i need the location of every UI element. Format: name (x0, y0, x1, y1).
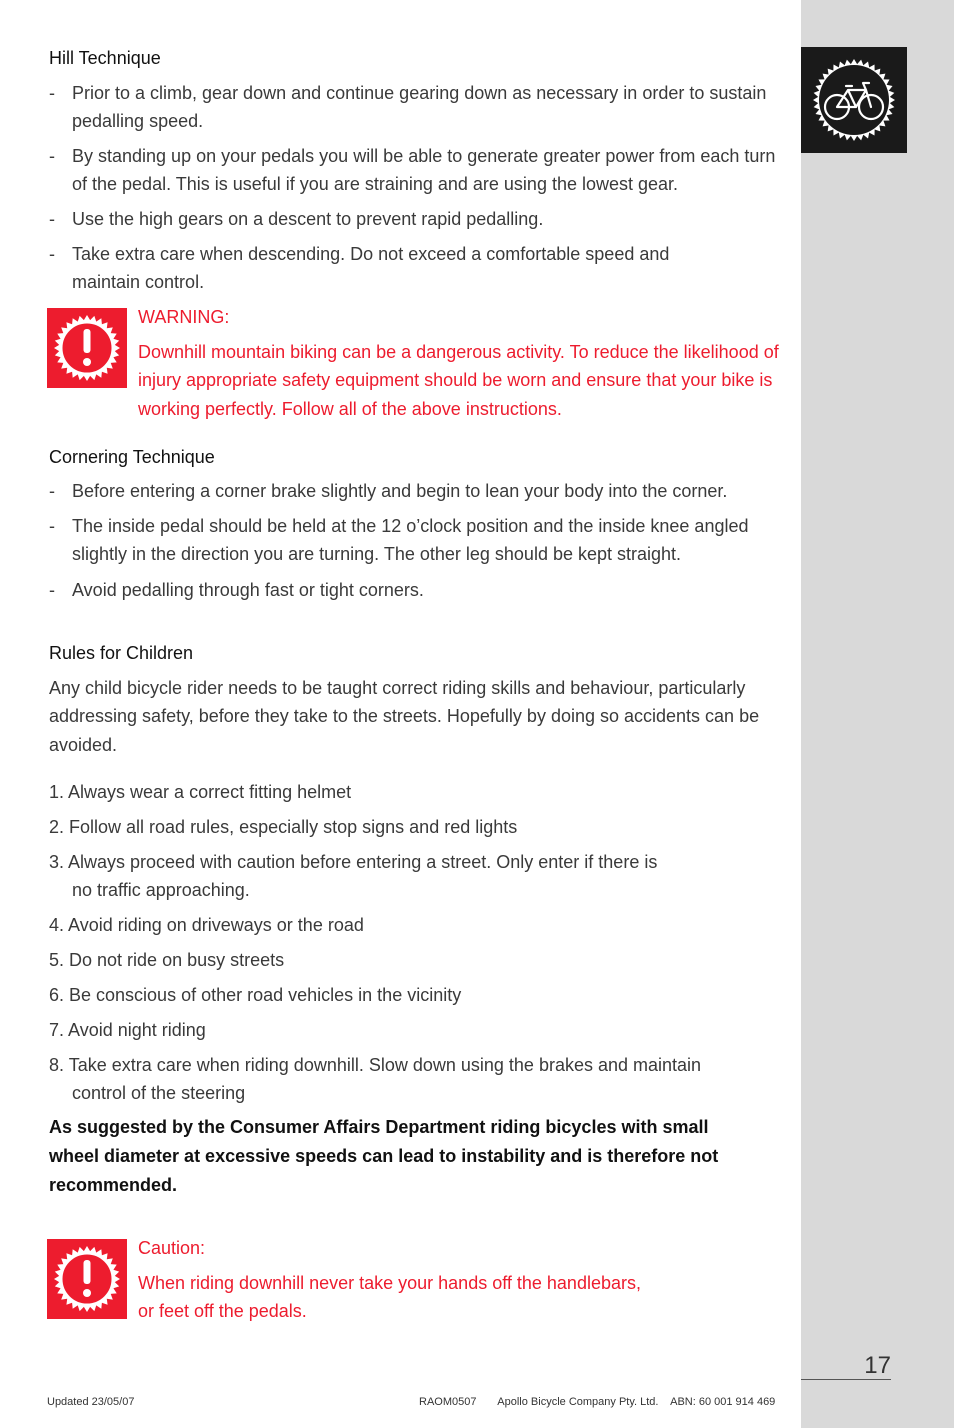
warning-text: Downhill mountain biking can be a dangerous activity. To reduce the likelihood of injury appropriate safety equipment should be worn and ensure that your bike is working perfectly. Follow all of the above instructions. (138, 342, 779, 419)
rule-item: 1. Always wear a correct fitting helmet (49, 782, 352, 802)
hill-bullet-1: - Prior to a climb, gear down and continue gearing down as necessary in order to sustain pedalling speed. (49, 79, 794, 136)
bullet-dash: - (49, 580, 55, 600)
sidebar-strip (801, 0, 954, 1428)
children-intro: Any child bicycle rider needs to be taught correct riding skills and behaviour, particularly addressing safety, before they take to the streets. Hopefully by doing so accidents can be avoided. (49, 678, 760, 755)
bicycle-icon (811, 57, 897, 143)
footer-code: RAOM0507 (419, 1396, 477, 1408)
page-number: 17 (801, 1352, 891, 1380)
warning-title: WARNING: (138, 307, 230, 327)
cornering-technique-heading: Cornering Technique (49, 447, 215, 467)
caution-title: Caution: (138, 1238, 206, 1258)
footer-abn: ABN: 60 001 914 469 (670, 1396, 776, 1408)
bullet-dash: - (49, 83, 55, 103)
hill-bullet-3: - Use the high gears on a descent to prevent rapid pedalling. (49, 205, 794, 233)
rule-item: 2. Follow all road rules, especially stop signs and red lights (49, 817, 518, 837)
rule-item: 5. Do not ride on busy streets (49, 950, 285, 970)
exclamation-icon (51, 1243, 123, 1315)
rule-item: 4. Avoid riding on driveways or the road (49, 915, 364, 935)
warning-badge (47, 308, 127, 388)
cornering-bullet-1: - Before entering a corner brake slightly and begin to lean your body into the corner. (49, 477, 794, 505)
rule-item: 6. Be conscious of other road vehicles in the vicinity (49, 985, 462, 1005)
rule-item: 8. Take extra care when riding downhill. Slow down using the brakes and maintain control of the steering (49, 1055, 702, 1104)
rules-for-children-heading: Rules for Children (49, 643, 194, 663)
caution-text: When riding downhill never take your hands off the handlebars, or feet off the pedals. (138, 1273, 641, 1322)
caution-badge (47, 1239, 127, 1319)
footer-company: Apollo Bicycle Company Pty. Ltd. (497, 1396, 659, 1408)
consumer-affairs-notice: As suggested by the Consumer Affairs Department riding bicycles with small wheel diameter at excessive speeds can lead to instability and is therefore not recommended. (49, 1117, 719, 1195)
hill-bullet-2: - By standing up on your pedals you will be able to generate greater power from each turn of the pedal. This is useful if you are straining and are using the lowest gear. (49, 142, 794, 199)
bullet-dash: - (49, 516, 55, 536)
bullet-dash: - (49, 209, 55, 229)
rule-item: 3. Always proceed with caution before entering a street. Only enter if there is no traffic approaching. (49, 852, 658, 901)
bullet-dash: - (49, 481, 55, 501)
footer-updated: Updated 23/05/07 (47, 1396, 135, 1408)
hill-technique-heading: Hill Technique (49, 48, 161, 68)
cornering-bullet-3: - Avoid pedalling through fast or tight corners. (49, 576, 794, 604)
bullet-dash: - (49, 244, 55, 264)
rule-item: 7. Avoid night riding (49, 1020, 206, 1040)
bullet-dash: - (49, 146, 55, 166)
cornering-bullet-2: - The inside pedal should be held at the 12 o’clock position and the inside knee angled slightly in the direction you are turning. The other leg should be kept straight. (49, 512, 774, 569)
exclamation-icon (51, 312, 123, 384)
hill-bullet-4: - Take extra care when descending. Do not exceed a comfortable speed and maintain control. (49, 240, 689, 297)
footer-company-info (419, 1396, 775, 1408)
section-badge (801, 47, 907, 153)
